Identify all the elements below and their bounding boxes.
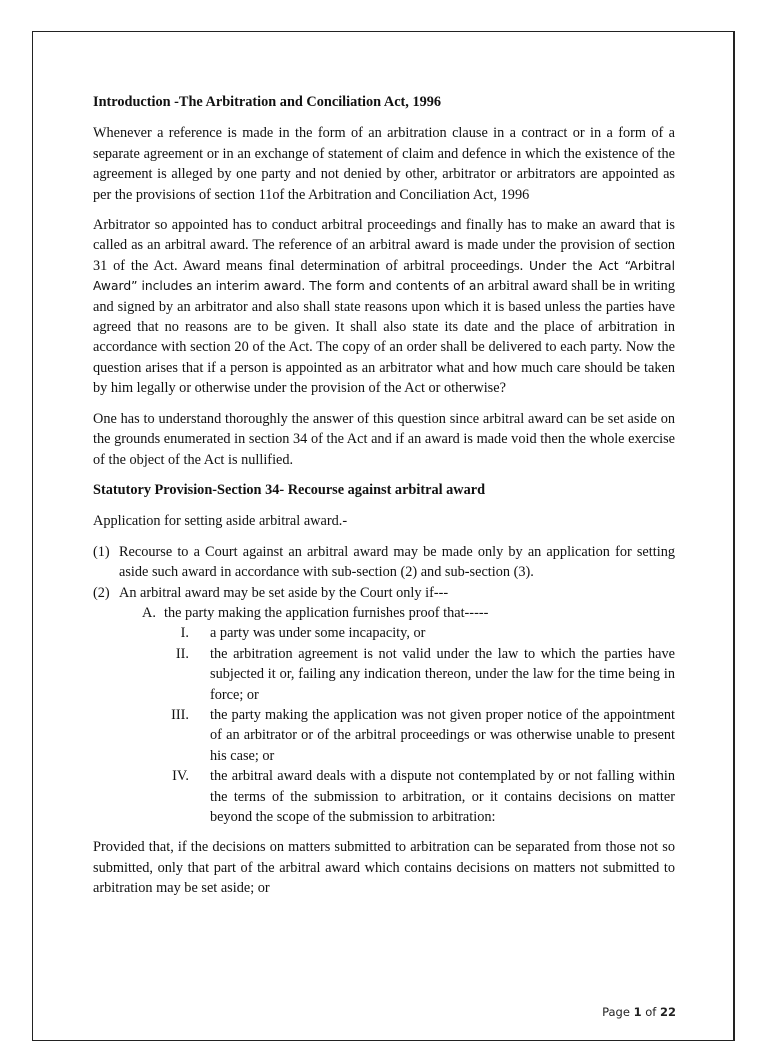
statutory-heading: Statutory Provision-Section 34- Recourse against arbitral award [93, 481, 486, 498]
intro-paragraph-2-part-c: arbitral award shall be in writing and signed by an arbitrator and also shall state reasons upon which it is based unless the parties have agreed that no reasons are to be given. It shall also state its date and the place of arbitration in accordance with section 20 of the Act. The copy of an order shall be delivered to each party. Now the question arises that if a person is appointed as an arbitrator what and how much care should be taken by him legally or otherwise under the provision of the Act or otherwise? [93, 278, 675, 397]
document-body [93, 92, 675, 899]
intro-paragraph-2-part-b: Under the Act “Arbitral Award” includes an interim award. The form and contents of an [93, 258, 675, 294]
section-item-2-text: An arbitral award may be set aside by the Court only if--- [119, 584, 449, 601]
statutory-intro: Application for setting aside arbitral award.- [93, 513, 348, 530]
roman-item [93, 705, 675, 766]
proviso-paragraph: Provided that, if the decisions on matters submitted to arbitration can be separated from those not so submitted, only that part of the arbitral award which contains decisions on matters not submitted to arbitration may be set aside; or [93, 839, 675, 897]
roman-item-text: the arbitral award deals with a dispute not contemplated by or not falling within the terms of the submission to arbitration, or it contains decisions on matter beyond the scope of the submission to arbitration: [210, 768, 675, 825]
clause-a-label: A. [142, 604, 156, 621]
roman-item-text: the party making the application was not given proper notice of the appointment of an arbitrator or of the arbitral proceedings or was otherwise unable to present his case; or [210, 706, 675, 764]
roman-item-text: the arbitration agreement is not valid under the law to which the parties have subjected it or, failing any indication thereon, under the law for the time being in force; or [210, 645, 675, 703]
roman-numeral: IV. [172, 768, 189, 785]
intro-paragraph-3: One has to understand thoroughly the answer of this question since arbitral award can be set aside on the grounds enumerated in section 34 of the Act and if an award is made void then the whole exercise of the object of the Act is nullified. [93, 410, 675, 468]
roman-item [93, 644, 675, 705]
intro-paragraph-2-part-a: Arbitrator so appointed has to conduct arbitral proceedings and finally has to make an award that is called as an arbitral award. The reference of an arbitral award is made under the provision of section 31 of the Act. Award means final determination of arbitral proceedings. [93, 217, 675, 274]
roman-numeral: I. [180, 625, 189, 642]
total-pages: 22 [659, 1005, 676, 1019]
section-item-1-text: Recourse to a Court against an arbitral award may be made only by an application for setting aside such award in accordance with sub-section (2) and sub-section (3). [119, 543, 675, 581]
roman-item [93, 766, 675, 827]
roman-item [93, 623, 675, 643]
intro-heading: Introduction -The Arbitration and Conciliation Act, 1996 [93, 94, 442, 110]
page-number-footer [602, 1005, 676, 1019]
roman-item-text: a party was under some incapacity, or [210, 625, 426, 642]
roman-numeral: II. [175, 645, 189, 662]
section-item-2 [93, 583, 675, 603]
clause-a-text: the party making the application furnishes proof that----- [164, 604, 489, 621]
clause-a [93, 603, 675, 623]
page-word: Page [602, 1005, 630, 1019]
section-item-1 [93, 542, 675, 583]
section-item-2-number: (2) [93, 584, 110, 601]
roman-numeral: III. [171, 706, 189, 723]
section-item-1-number: (1) [93, 543, 110, 560]
intro-paragraph-2 [93, 215, 675, 399]
of-word: of [645, 1005, 657, 1019]
intro-paragraph-1: Whenever a reference is made in the form of an arbitration clause in a contract or in a form of a separate agreement or in an exchange of statement of claim and defence in which the existence of the agreement is alleged by one party and not denied by other, arbitrator or arbitrators are appointed as per the provisions of section 11of the Arbitration and Conciliation Act, 1996 [93, 125, 675, 203]
current-page-number: 1 [633, 1005, 642, 1019]
